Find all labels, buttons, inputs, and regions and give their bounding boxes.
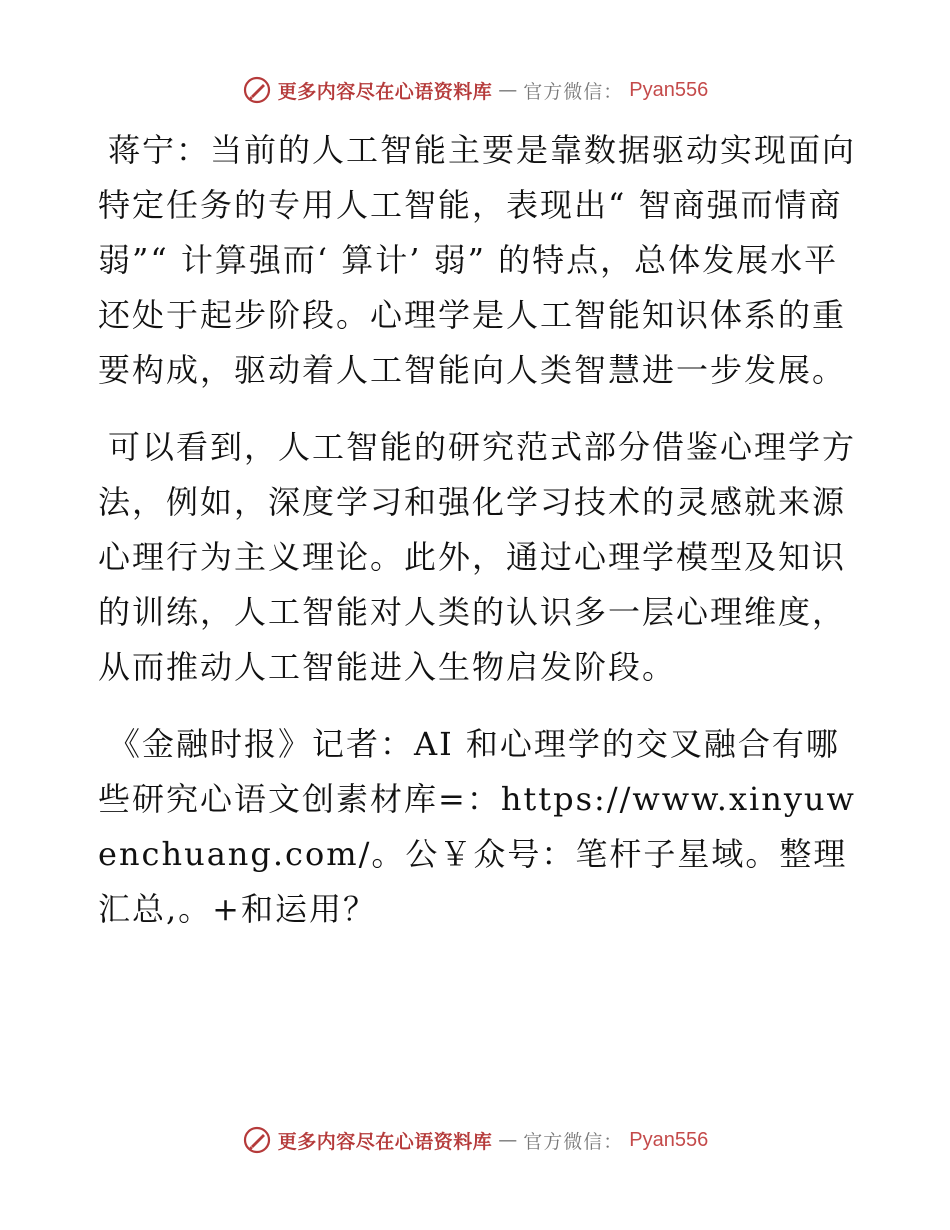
banner-site-text: 更多内容尽在心语资料库 [277, 80, 493, 103]
banner-wechat-id: Pyan556 [629, 78, 709, 101]
banner-wechat-label: 官方微信： [523, 1130, 624, 1153]
header-banner [0, 70, 950, 110]
paragraph-3: 《金融时报》记者：AI 和心理学的交叉融合有哪些研究心语文创素材库=：https://www.xinyuwenchuang.com/。公￥众号：笔杆子星域。整理汇总,。+和运用？ [98, 725, 856, 928]
quill-logo-icon [242, 1125, 272, 1155]
paragraph-2: 可以看到，人工智能的研究范式部分借鉴心理学方法，例如，深度学习和强化学习技术的灵感就来源心理行为主义理论。此外，通过心理学模型及知识的训练，人工智能对人类的认识多一层心理维度，从而推动人工智能进入生物启发阶段。 [98, 428, 857, 686]
banner-wechat-label: 官方微信： [523, 80, 624, 103]
quill-logo-icon [242, 75, 272, 105]
banner-dash: — [498, 79, 518, 101]
footer-banner [0, 1120, 950, 1160]
paragraph-1: 蒋宁：当前的人工智能主要是靠数据驱动实现面向特定任务的专用人工智能，表现出“ 智商强而情商弱”“ 计算强而‘ 算计’ 弱” 的特点，总体发展水平还处于起步阶段。心理学是人工智能知识体系的重要构成，驱动着人工智能向人类智慧进一步发展。 [98, 131, 857, 389]
banner-dash: — [498, 1129, 518, 1151]
banner-wechat-id: Pyan556 [629, 1128, 709, 1151]
banner-site-text: 更多内容尽在心语资料库 [277, 1130, 493, 1153]
document-body [98, 123, 858, 959]
